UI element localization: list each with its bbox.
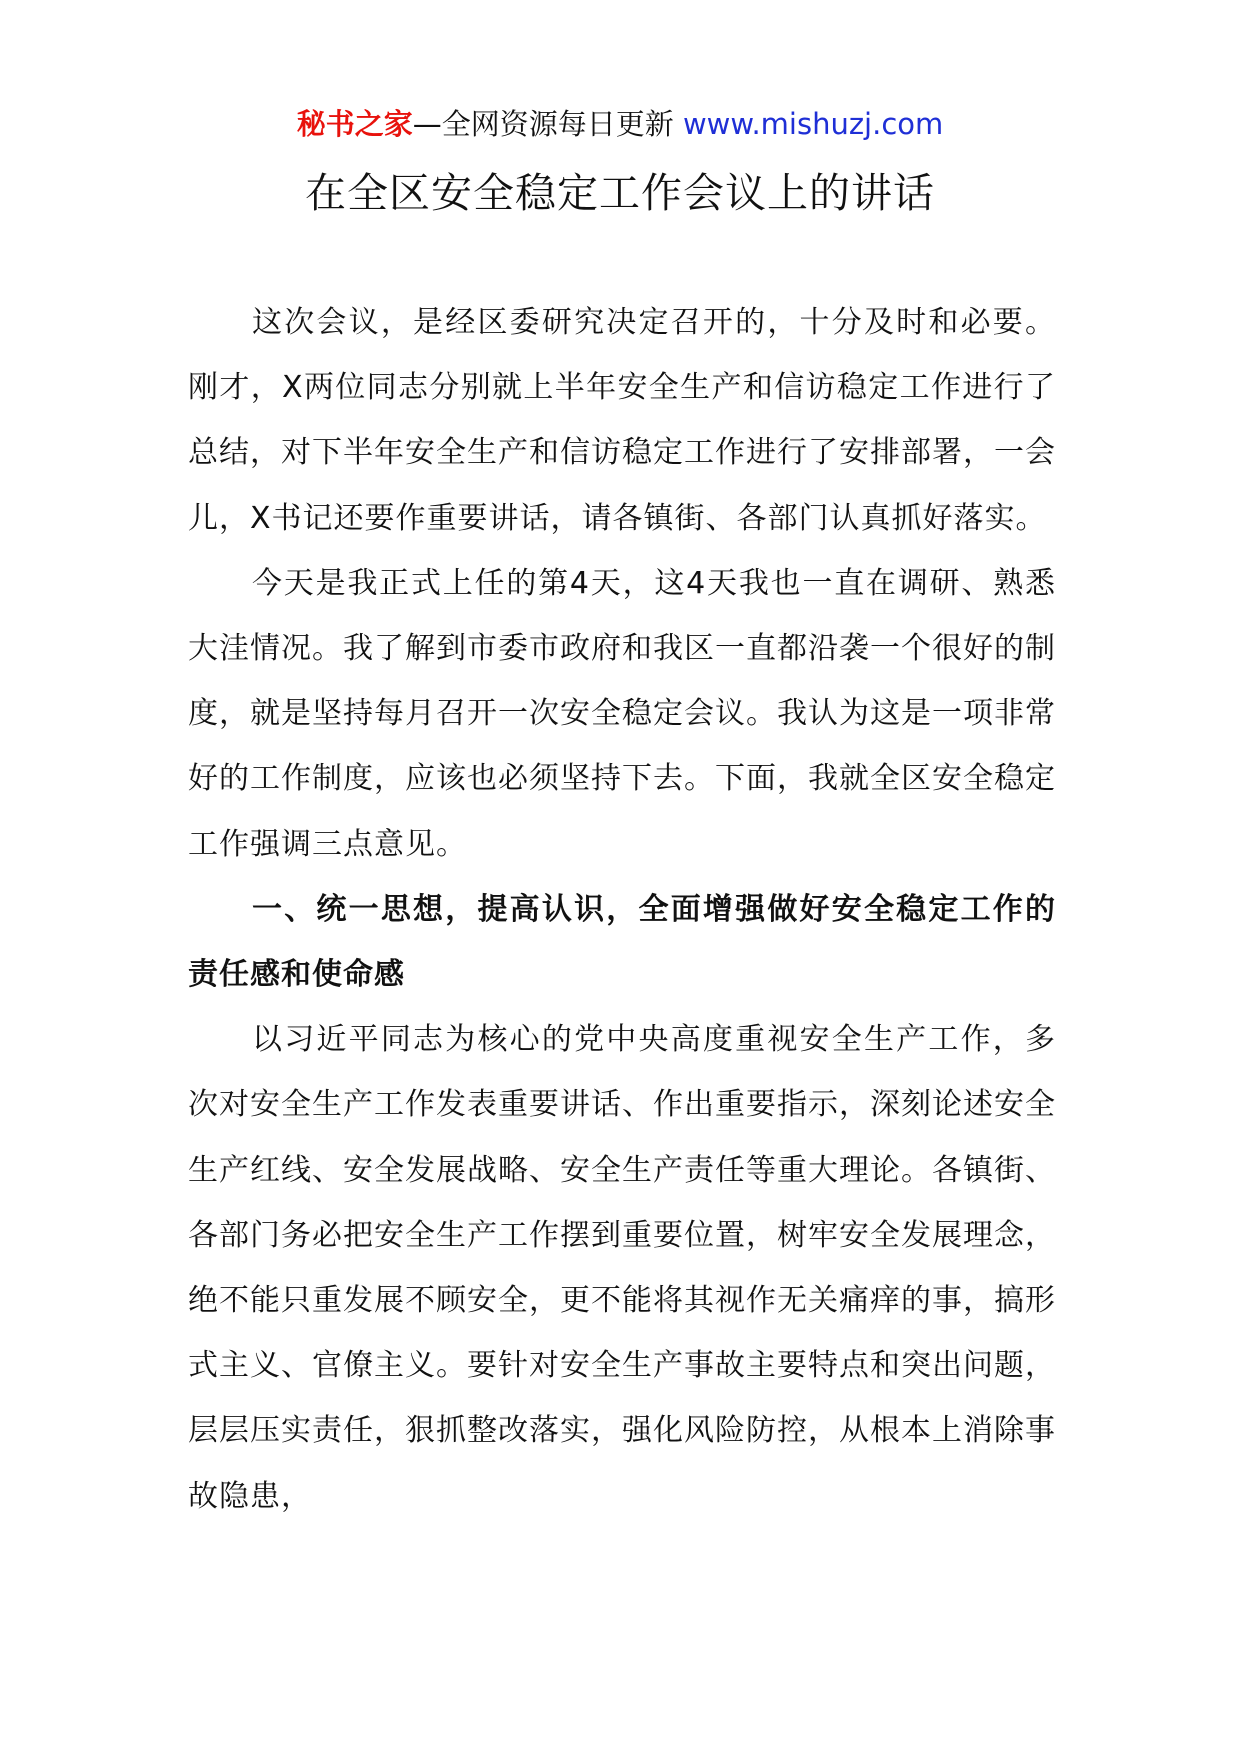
site-url-link[interactable]: www.mishuzj.com [682,107,944,141]
paragraph-introduction: 今天是我正式上任的第4天，这4天我也一直在调研、熟悉大洼情况。我了解到市委市政府和我区一直都沿袭一个很好的制度，就是坚持每月召开一次安全稳定会议。我认为这是一项非常好的工作制度，应该也必须坚持下去。下面，我就全区安全稳定工作强调三点意见。 [188,565,1056,862]
site-header [0,100,1240,148]
site-slogan: —全网资源每日更新 [412,107,683,141]
document-title: 在全区安全稳定工作会议上的讲话 [305,169,935,217]
paragraph-section-1: 以习近平同志为核心的党中央高度重视安全生产工作，多次对安全生产工作发表重要讲话、作出重要指示，深刻论述安全生产红线、安全发展战略、安全生产责任等重大理论。各镇街、各部门务必把安全生产工作摆到重要位置，树牢安全发展理念，绝不能只重发展不顾安全，更不能将其视作无关痛痒的事，搞形式主义、官僚主义。要针对安全生产事故主要特点和突出问题，层层压实责任，狠抓整改落实，强化风险防控，从根本上消除事故隐患， [188,1022,1056,1514]
brand-name: 秘书之家 [296,107,413,141]
paragraph-opening: 这次会议，是经区委研究决定召开的，十分及时和必要。刚才，X两位同志分别就上半年安全生产和信访稳定工作进行了总结，对下半年安全生产和信访稳定工作进行了安排部署，一会儿，X书记还要作重要讲话，请各镇街、各部门认真抓好落实。 [188,305,1056,536]
document-body [188,290,1056,1529]
section-heading-1: 一、统一思想，提高认识，全面增强做好安全稳定工作的责任感和使命感 [188,891,1056,993]
